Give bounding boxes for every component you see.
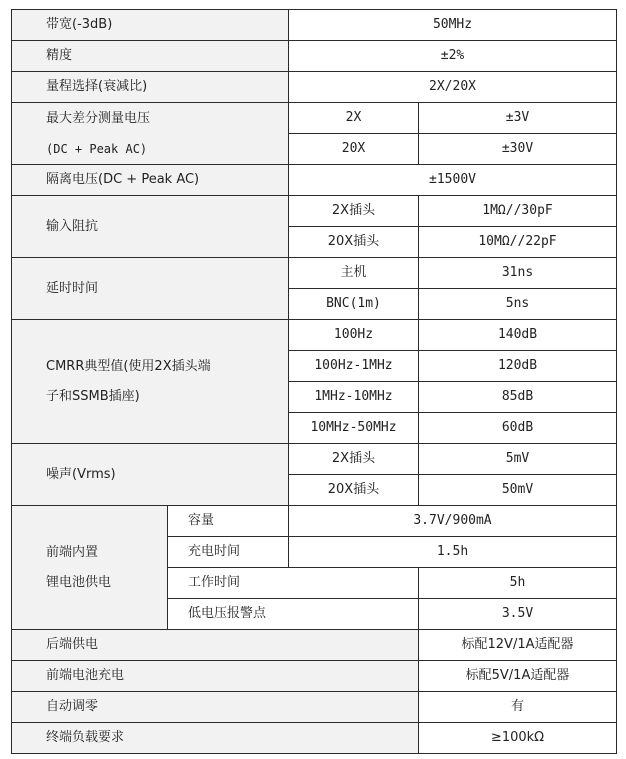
- range-label: 量程选择(衰减比): [12, 72, 289, 103]
- battery-cond-1: 容量: [168, 506, 289, 537]
- bandwidth-label: 带宽(-3dB): [12, 10, 289, 41]
- table-row: [12, 444, 617, 475]
- max-diff-label-line2: (DC + Peak AC): [46, 141, 148, 156]
- front-charge-value: 标配5V/1A适配器: [419, 661, 617, 692]
- range-value: 2X/20X: [289, 72, 617, 103]
- cmrr-value-3: 85dB: [419, 382, 617, 413]
- table-row: [12, 661, 617, 692]
- table-row: [12, 258, 617, 289]
- termination-label: 终端负载要求: [12, 723, 419, 754]
- spec-table: [11, 9, 617, 754]
- table-row: [12, 41, 617, 72]
- battery-value-1: 3.7V/900mA: [289, 506, 617, 537]
- cmrr-label-line2: 子和SSMB插座): [46, 388, 140, 404]
- table-row: [12, 630, 617, 661]
- battery-value-2: 1.5h: [289, 537, 617, 568]
- cmrr-cond-2: 100Hz-1MHz: [289, 351, 419, 382]
- cmrr-value-4: 60dB: [419, 413, 617, 444]
- delay-cond-2: BNC(1m): [289, 289, 419, 320]
- max-diff-value-1: ±3V: [419, 103, 617, 134]
- battery-value-4: 3.5V: [419, 599, 617, 630]
- auto-zero-label: 自动调零: [12, 692, 419, 723]
- impedance-value-1: 1MΩ//30pF: [419, 196, 617, 227]
- rear-power-label: 后端供电: [12, 630, 419, 661]
- isolation-label: 隔离电压(DC + Peak AC): [12, 165, 289, 196]
- rear-power-value: 标配12V/1A适配器: [419, 630, 617, 661]
- bandwidth-value: 50MHz: [289, 10, 617, 41]
- cmrr-cond-1: 100Hz: [289, 320, 419, 351]
- table-row: [12, 692, 617, 723]
- isolation-value: ±1500V: [289, 165, 617, 196]
- max-diff-value-2: ±30V: [419, 134, 617, 165]
- auto-zero-value: 有: [419, 692, 617, 723]
- cmrr-cond-3: 1MHz-10MHz: [289, 382, 419, 413]
- table-row: [12, 10, 617, 41]
- delay-value-2: 5ns: [419, 289, 617, 320]
- delay-label: 延时时间: [12, 258, 289, 320]
- noise-cond-2: 20X插头: [289, 475, 419, 506]
- cmrr-value-1: 140dB: [419, 320, 617, 351]
- delay-value-1: 31ns: [419, 258, 617, 289]
- battery-value-3: 5h: [419, 568, 617, 599]
- max-diff-cond-2: 20X: [289, 134, 419, 165]
- table-row: [12, 196, 617, 227]
- impedance-cond-2: 20X插头: [289, 227, 419, 258]
- noise-cond-1: 2X插头: [289, 444, 419, 475]
- accuracy-value: ±2%: [289, 41, 617, 72]
- max-diff-label-line1: 最大差分测量电压: [46, 110, 151, 126]
- battery-cond-4: 低电压报警点: [168, 599, 419, 630]
- delay-cond-1: 主机: [289, 258, 419, 289]
- noise-value-2: 50mV: [419, 475, 617, 506]
- impedance-cond-1: 2X插头: [289, 196, 419, 227]
- table-row: [12, 320, 617, 351]
- battery-cond-3: 工作时间: [168, 568, 419, 599]
- table-row: [12, 72, 617, 103]
- max-diff-cond-1: 2X: [289, 103, 419, 134]
- noise-label: 噪声(Vrms): [12, 444, 289, 506]
- impedance-label: 输入阻抗: [12, 196, 289, 258]
- cmrr-cond-4: 10MHz-50MHz: [289, 413, 419, 444]
- battery-label-line1: 前端内置: [46, 544, 99, 560]
- table-row: [12, 506, 617, 537]
- battery-label-line2: 锂电池供电: [46, 574, 112, 590]
- noise-value-1: 5mV: [419, 444, 617, 475]
- cmrr-label-line1: CMRR典型值(使用2X插头端: [46, 358, 211, 374]
- impedance-value-2: 10MΩ//22pF: [419, 227, 617, 258]
- accuracy-label: 精度: [12, 41, 289, 72]
- table-row: [12, 103, 617, 134]
- cmrr-value-2: 120dB: [419, 351, 617, 382]
- battery-label: [12, 506, 168, 630]
- cmrr-label: [12, 320, 289, 444]
- max-diff-label: [12, 103, 289, 165]
- front-charge-label: 前端电池充电: [12, 661, 419, 692]
- termination-value: ≥100kΩ: [419, 723, 617, 754]
- battery-cond-2: 充电时间: [168, 537, 289, 568]
- table-row: [12, 165, 617, 196]
- table-row: [12, 723, 617, 754]
